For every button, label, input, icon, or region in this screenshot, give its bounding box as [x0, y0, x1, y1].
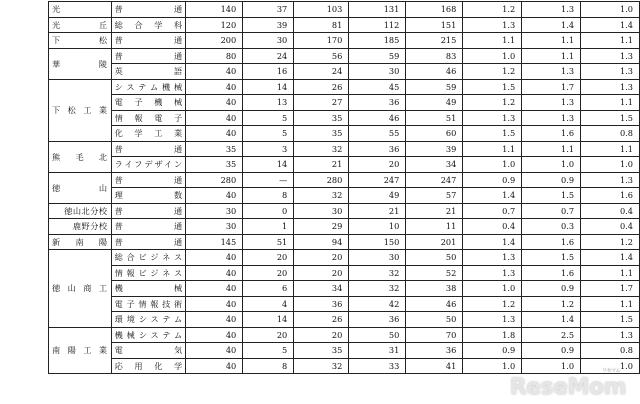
table-row: [49, 219, 640, 235]
value-cell: 20: [294, 250, 349, 266]
value-cell: 200: [186, 33, 243, 49]
value-cell: 36: [349, 141, 406, 157]
value-cell: 1.3: [463, 17, 522, 33]
value-cell: 50: [406, 250, 463, 266]
value-cell: 40: [186, 312, 243, 328]
value-cell: 59: [406, 79, 463, 95]
value-cell: 1.1: [581, 265, 640, 281]
value-cell: 46: [349, 110, 406, 126]
course-name-cell: 普 通: [111, 48, 186, 64]
course-name-cell: 理 数: [111, 188, 186, 204]
course-name-cell: 総合ビジネス: [111, 250, 186, 266]
course-name-cell: 応 用 化 学: [111, 358, 186, 374]
value-cell: 215: [406, 33, 463, 49]
value-cell: 51: [243, 234, 294, 250]
value-cell: 1.0: [522, 157, 581, 173]
value-cell: 1.1: [581, 296, 640, 312]
table-container: [48, 1, 640, 374]
table-row: [49, 141, 640, 157]
value-cell: 16: [243, 64, 294, 80]
course-name-cell: 情 報 電 子: [111, 110, 186, 126]
value-cell: 103: [294, 2, 349, 18]
value-cell: 21: [406, 203, 463, 219]
value-cell: 1.1: [581, 141, 640, 157]
value-cell: 35: [294, 343, 349, 359]
table-row: [49, 234, 640, 250]
table-row: [49, 358, 640, 374]
value-cell: 1.1: [522, 141, 581, 157]
value-cell: 145: [186, 234, 243, 250]
table-row: [49, 296, 640, 312]
value-cell: 1.8: [463, 327, 522, 343]
value-cell: 14: [243, 157, 294, 173]
table-row: [49, 157, 640, 173]
value-cell: 81: [294, 17, 349, 33]
value-cell: 5: [243, 343, 294, 359]
value-cell: 0.3: [522, 219, 581, 235]
value-cell: 1.3: [463, 312, 522, 328]
value-cell: 1.3: [463, 110, 522, 126]
value-cell: 49: [349, 188, 406, 204]
value-cell: 40: [186, 64, 243, 80]
value-cell: 1.6: [522, 265, 581, 281]
value-cell: 20: [243, 327, 294, 343]
value-cell: 20: [294, 327, 349, 343]
value-cell: 1.2: [581, 234, 640, 250]
value-cell: 52: [406, 265, 463, 281]
school-name-cell: 鹿野分校: [49, 219, 112, 235]
table-row: [49, 79, 640, 95]
course-name-cell: 普 通: [111, 234, 186, 250]
value-cell: 0.4: [581, 203, 640, 219]
value-cell: 33: [349, 358, 406, 374]
value-cell: 6: [243, 281, 294, 297]
value-cell: 8: [243, 358, 294, 374]
value-cell: 35: [294, 110, 349, 126]
table-row: [49, 265, 640, 281]
value-cell: 1.0: [581, 2, 640, 18]
table-row: [49, 48, 640, 64]
school-name-cell: 下松工業: [49, 79, 112, 141]
course-name-cell: 普 通: [111, 141, 186, 157]
value-cell: 1.6: [581, 188, 640, 204]
value-cell: 36: [406, 343, 463, 359]
value-cell: 32: [294, 141, 349, 157]
course-name-cell: 普 通: [111, 2, 186, 18]
value-cell: 38: [406, 281, 463, 297]
value-cell: 1.5: [463, 79, 522, 95]
value-cell: 0: [243, 203, 294, 219]
value-cell: 2.5: [522, 327, 581, 343]
value-cell: 201: [406, 234, 463, 250]
value-cell: 36: [349, 95, 406, 111]
value-cell: 26: [294, 312, 349, 328]
value-cell: 36: [294, 296, 349, 312]
value-cell: 1.3: [581, 64, 640, 80]
value-cell: 1.1: [463, 141, 522, 157]
value-cell: 36: [349, 312, 406, 328]
value-cell: 20: [294, 265, 349, 281]
value-cell: 30: [349, 64, 406, 80]
value-cell: 40: [186, 79, 243, 95]
value-cell: 1.5: [522, 188, 581, 204]
value-cell: 51: [406, 110, 463, 126]
value-cell: 1.2: [463, 296, 522, 312]
value-cell: 1.6: [522, 234, 581, 250]
value-cell: 46: [406, 64, 463, 80]
value-cell: 0.9: [522, 343, 581, 359]
value-cell: 32: [349, 265, 406, 281]
value-cell: 30: [243, 33, 294, 49]
school-name-cell: 光: [49, 2, 112, 18]
table-row: [49, 33, 640, 49]
value-cell: 50: [406, 312, 463, 328]
value-cell: 20: [243, 250, 294, 266]
value-cell: 1.6: [522, 126, 581, 142]
value-cell: 1.4: [522, 17, 581, 33]
value-cell: 1.3: [522, 2, 581, 18]
course-name-cell: 普 通: [111, 219, 186, 235]
course-name-cell: 環境システム: [111, 312, 186, 328]
table-row: [49, 17, 640, 33]
resemom-watermark: [509, 368, 626, 400]
watermark-text: ReseMom: [509, 375, 626, 400]
value-cell: 14: [243, 312, 294, 328]
value-cell: 1.0: [463, 48, 522, 64]
value-cell: 1.0: [463, 157, 522, 173]
value-cell: 14: [243, 79, 294, 95]
value-cell: 0.7: [522, 203, 581, 219]
value-cell: 40: [186, 281, 243, 297]
value-cell: 3: [243, 141, 294, 157]
value-cell: 37: [243, 2, 294, 18]
value-cell: 1.0: [522, 358, 581, 374]
value-cell: 50: [349, 327, 406, 343]
value-cell: 57: [406, 188, 463, 204]
value-cell: 70: [406, 327, 463, 343]
value-cell: 0.4: [581, 219, 640, 235]
table-row: [49, 172, 640, 188]
value-cell: 13: [243, 95, 294, 111]
value-cell: 0.4: [463, 219, 522, 235]
value-cell: 1.3: [522, 95, 581, 111]
value-cell: 40: [186, 296, 243, 312]
value-cell: 5: [243, 110, 294, 126]
table-row: [49, 327, 640, 343]
value-cell: 1.4: [581, 17, 640, 33]
course-name-cell: 普 通: [111, 33, 186, 49]
value-cell: 1.3: [581, 327, 640, 343]
value-cell: 1.1: [581, 95, 640, 111]
course-name-cell: システム機械: [111, 79, 186, 95]
value-cell: 34: [406, 157, 463, 173]
value-cell: 26: [294, 79, 349, 95]
value-cell: 0.9: [463, 172, 522, 188]
value-cell: 151: [406, 17, 463, 33]
course-name-cell: 普 通: [111, 172, 186, 188]
value-cell: 35: [186, 157, 243, 173]
value-cell: 40: [186, 250, 243, 266]
school-name-cell: 徳山北分校: [49, 203, 112, 219]
value-cell: 247: [349, 172, 406, 188]
table-row: [49, 126, 640, 142]
value-cell: 0.8: [581, 126, 640, 142]
value-cell: 32: [294, 188, 349, 204]
value-cell: 1.2: [522, 296, 581, 312]
value-cell: 20: [243, 265, 294, 281]
value-cell: 40: [186, 358, 243, 374]
value-cell: 31: [349, 343, 406, 359]
value-cell: 131: [349, 2, 406, 18]
value-cell: 27: [294, 95, 349, 111]
school-name-cell: 華 陵: [49, 48, 112, 79]
value-cell: 0.7: [463, 203, 522, 219]
value-cell: 1.4: [581, 250, 640, 266]
table-row: [49, 188, 640, 204]
course-name-cell: 英 語: [111, 64, 186, 80]
value-cell: 1.3: [463, 265, 522, 281]
value-cell: 32: [294, 358, 349, 374]
value-cell: 30: [294, 203, 349, 219]
value-cell: 1.1: [581, 33, 640, 49]
school-name-cell: 下 松: [49, 33, 112, 49]
course-name-cell: 機 械: [111, 281, 186, 297]
course-name-cell: 電子情報技術: [111, 296, 186, 312]
value-cell: 1.7: [522, 79, 581, 95]
value-cell: —: [243, 172, 294, 188]
course-name-cell: 総 合 学 科: [111, 17, 186, 33]
table-row: [49, 64, 640, 80]
value-cell: 1.3: [463, 250, 522, 266]
value-cell: 1.5: [463, 126, 522, 142]
value-cell: 1.2: [463, 64, 522, 80]
course-name-cell: ライフデザイン: [111, 157, 186, 173]
value-cell: 140: [186, 2, 243, 18]
value-cell: 80: [186, 48, 243, 64]
value-cell: 5: [243, 126, 294, 142]
value-cell: 21: [349, 203, 406, 219]
value-cell: 280: [294, 172, 349, 188]
value-cell: 1.0: [581, 157, 640, 173]
value-cell: 247: [406, 172, 463, 188]
course-name-cell: 化 学 工 業: [111, 126, 186, 142]
value-cell: 55: [349, 126, 406, 142]
value-cell: 83: [406, 48, 463, 64]
school-name-cell: 熊 毛 北: [49, 141, 112, 172]
value-cell: 10: [349, 219, 406, 235]
value-cell: 40: [186, 343, 243, 359]
value-cell: 30: [186, 203, 243, 219]
value-cell: 1.5: [522, 250, 581, 266]
value-cell: 1.4: [522, 312, 581, 328]
table-row: [49, 203, 640, 219]
value-cell: 60: [406, 126, 463, 142]
value-cell: 39: [243, 17, 294, 33]
value-cell: 94: [294, 234, 349, 250]
value-cell: 1.3: [581, 79, 640, 95]
school-name-cell: 南陽工業: [49, 327, 112, 374]
value-cell: 24: [243, 48, 294, 64]
value-cell: 34: [294, 281, 349, 297]
value-cell: 0.9: [522, 281, 581, 297]
table-row: [49, 2, 640, 18]
course-name-cell: 機械システム: [111, 327, 186, 343]
value-cell: 1.0: [463, 358, 522, 374]
value-cell: 30: [349, 250, 406, 266]
value-cell: 168: [406, 2, 463, 18]
course-name-cell: 情報ビジネス: [111, 265, 186, 281]
course-name-cell: 電 気: [111, 343, 186, 359]
value-cell: 40: [186, 126, 243, 142]
table-row: [49, 343, 640, 359]
value-cell: 1.0: [463, 281, 522, 297]
table-row: [49, 250, 640, 266]
value-cell: 150: [349, 234, 406, 250]
value-cell: 112: [349, 17, 406, 33]
value-cell: 21: [294, 157, 349, 173]
course-name-cell: 電 子 機 械: [111, 95, 186, 111]
school-name-cell: 徳山商工: [49, 250, 112, 328]
value-cell: 29: [294, 219, 349, 235]
value-cell: 1.2: [463, 2, 522, 18]
value-cell: 35: [186, 141, 243, 157]
value-cell: 46: [406, 296, 463, 312]
value-cell: 185: [349, 33, 406, 49]
value-cell: 56: [294, 48, 349, 64]
value-cell: 1.3: [522, 64, 581, 80]
value-cell: 40: [186, 265, 243, 281]
value-cell: 59: [349, 48, 406, 64]
enrollment-table: [48, 1, 640, 374]
table-row: [49, 110, 640, 126]
value-cell: 1.1: [522, 48, 581, 64]
value-cell: 49: [406, 95, 463, 111]
value-cell: 1.0: [581, 358, 640, 374]
value-cell: 41: [406, 358, 463, 374]
value-cell: 170: [294, 33, 349, 49]
value-cell: 0.9: [463, 343, 522, 359]
value-cell: 1.2: [463, 95, 522, 111]
value-cell: 280: [186, 172, 243, 188]
value-cell: 40: [186, 327, 243, 343]
value-cell: 42: [349, 296, 406, 312]
value-cell: 1.5: [581, 110, 640, 126]
table-row: [49, 95, 640, 111]
value-cell: 30: [186, 219, 243, 235]
value-cell: 0.9: [522, 172, 581, 188]
value-cell: 1: [243, 219, 294, 235]
school-name-cell: 新 南 陽: [49, 234, 112, 250]
value-cell: 45: [349, 79, 406, 95]
course-name-cell: 普 通: [111, 203, 186, 219]
value-cell: 8: [243, 188, 294, 204]
value-cell: 0.8: [581, 343, 640, 359]
value-cell: 120: [186, 17, 243, 33]
value-cell: 11: [406, 219, 463, 235]
value-cell: 40: [186, 110, 243, 126]
school-name-cell: 徳 山: [49, 172, 112, 203]
value-cell: 1.3: [522, 110, 581, 126]
value-cell: 1.3: [581, 172, 640, 188]
value-cell: 24: [294, 64, 349, 80]
value-cell: 40: [186, 95, 243, 111]
value-cell: 40: [186, 188, 243, 204]
table-body: [49, 2, 640, 374]
value-cell: 1.7: [581, 281, 640, 297]
value-cell: 1.3: [581, 48, 640, 64]
school-name-cell: 光 丘: [49, 17, 112, 33]
value-cell: 1.4: [463, 188, 522, 204]
value-cell: 4: [243, 296, 294, 312]
value-cell: 35: [294, 126, 349, 142]
value-cell: 1.1: [463, 33, 522, 49]
table-row: [49, 312, 640, 328]
value-cell: 1.5: [581, 312, 640, 328]
watermark-small: リセマム: [602, 368, 620, 374]
value-cell: 39: [406, 141, 463, 157]
value-cell: 32: [349, 281, 406, 297]
value-cell: 1.1: [522, 33, 581, 49]
value-cell: 20: [349, 157, 406, 173]
table-row: [49, 281, 640, 297]
value-cell: 1.4: [463, 234, 522, 250]
